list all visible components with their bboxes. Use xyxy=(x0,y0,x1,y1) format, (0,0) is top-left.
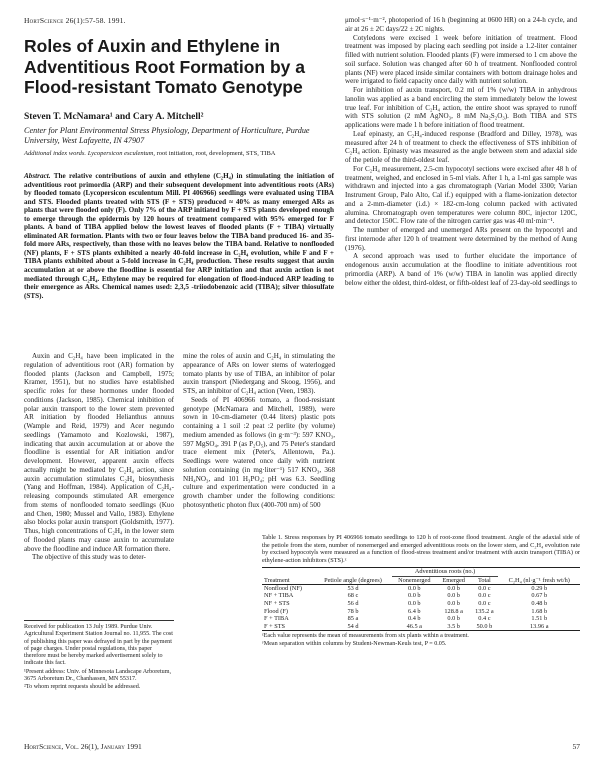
running-foot xyxy=(24,742,580,751)
table-1 xyxy=(262,534,580,648)
cell-angle: 85 a xyxy=(347,615,359,623)
cell-total: 0.0 c xyxy=(478,584,491,592)
footnote-received: Received for publication 13 July 1989. Purdue Univ. Agricultural Experiment Station Journal no. 11,955. The cost of publishing this paper was defrayed in part by the payment of page charges. Under postal regulations, this paper therefore must be hereby marked advertisement solely to indicate this fact. xyxy=(24,624,173,667)
cell-angle: 54 d xyxy=(347,622,359,630)
paragraph: A second approach was used to further elucidate the importance of endogenous auxin accumulation at the floodline to initiate adventitious root primordia (ARP). A band of 1% (w/w) TIBA in lanolin was applied directly below either the oldest, third-oldest, or fifth-oldest leaf of 23-day-old seedlings to xyxy=(345,252,577,287)
authors: Steven T. McNamara¹ and Cary A. Mitchell² xyxy=(24,112,204,122)
col-header-emerged: Emerged xyxy=(442,576,465,584)
col-header-treatment: Treatment xyxy=(264,576,290,584)
cell-emerged: 128.8 a xyxy=(444,607,463,615)
table-row xyxy=(262,600,580,608)
cell-nonemerged: 0.0 b xyxy=(407,592,421,600)
index-words-label: Additional index words. xyxy=(24,150,87,157)
data-table xyxy=(262,567,580,631)
affiliation: Center for Plant Environmental Stress Physiology, Department of Horticulture, Purdue University, West Lafayette, IN 47907 xyxy=(24,126,310,145)
paragraph: The objective of this study was to deter- xyxy=(32,553,146,562)
col-header-ar-group: Adventitious roots (no.) xyxy=(392,568,499,576)
table-row xyxy=(262,592,580,600)
footnote-reprints: ²To whom reprint requests should be addressed. xyxy=(24,684,141,691)
paragraph: μmol·s⁻¹·m⁻², photoperiod of 16 h (beginning at 0600 HR) on a 24-h cycle, and air at 26 ± 2C days/22 ± 2C nights. xyxy=(345,16,577,33)
cell-total: 0.4 c xyxy=(478,615,491,623)
journal-issue: HortScience, Vol. 26(1), January 1991 xyxy=(24,742,142,751)
cell-emerged: 0.0 b xyxy=(447,615,460,623)
cell-nonemerged: 0.0 b xyxy=(407,599,421,607)
abstract-text: The relative contributions of auxin and ethylene (C₂H₄) in stimulating the initiation of adventitious root primordia (ARP) and their subsequent development into adventitious roots (ARs) by flooded tomato (Lycopersicon esculentum Mill. PI 406966) seedlings were evaluated using TIBA and STS. Flooded plants treated with STS (F + STS) produced ≈ 40% as many emerged ARs as plants that were flooded only (F). Only 7% of the ARP initiated by F + STS plants developed enough to emerge through the epidermis by 120 hours of treatment compared with 95% emerged for F plants. A band of TIBA applied below the lowest leaves of flooded plants (F + TIBA) virtually eliminated AR formation. Plants with two or four leaves below the TIBA band produced 16- and 35-fold more ARs, respectively, than those with no leaves below the TIBA band. Relative to nonflooded (NF) plants, F + STS plants exhibited a nearly 40-fold increase in C₂H₄ evolution, while F and F + TIBA plants exhibited about a 5-fold increase in C₂H₄ production. These results suggest that auxin accumulation at or above the floodline is essential for ARP initiation and that auxin action is not mediated through C₂H₄. Ethylene may be required for elongation of flood-induced ARP leading to their emergence as ARs. Chemical names used: 2,3,5 -triiodobenzoic acid (TIBA); silver thiosulfate (STS). xyxy=(24,172,335,300)
table-row xyxy=(262,623,580,631)
col-header-angle: Petiole angle (degrees) xyxy=(324,576,382,584)
table-note: ʸMean separation within columns by Student-Newman-Keuls test, P = 0.05. xyxy=(262,640,447,647)
abstract-label: Abstract. xyxy=(24,172,51,180)
body-column-right xyxy=(345,16,577,287)
index-words-list: root initiation, root, development, STS, TIBA xyxy=(156,150,276,157)
cell-treatment: NF + STS xyxy=(264,599,290,607)
col-header-ethylene: C₂H₄ (nl·g⁻¹ fresh wt/h) xyxy=(508,576,570,584)
cell-ethylene: 0.48 b xyxy=(531,599,548,607)
body-column-left xyxy=(24,352,174,562)
cell-emerged: 0.0 b xyxy=(447,584,460,592)
cell-total: 0.0 c xyxy=(478,592,491,600)
cell-ethylene: 0.29 b xyxy=(531,584,548,592)
cell-emerged: 0.0 b xyxy=(447,599,460,607)
paragraph: Auxin and C₂H₄ have been implicated in the regulation of adventitious root (AR) formation by flooded plants (Jackson and Campbell, 1975; Kramer, 1951), but no studies have established specific roles for these hormones under flooded conditions (Jackson, 1985). Chemical inhibition of polar auxin transport to the lower stem prevented AR initiation by flooded Helianthus annuus (Wample and Reid, 1979) and Acer negundo seedlings (Yamamoto and Kozlowski, 1987), indicating that auxin accumulation at or above the floodline is essential for AR initiation and/or development. However, apparent auxin effects actually might be mediated by C₂H₄ action, since auxin accumulation stimulates C₂H₄ biosynthesis (Yang and Hoffman, 1984). Application of C₂H₄-releasing compounds stimulated AR emergence from stems of nonflooded tomato seedlings (Kuo and Chen, 1980; Mussel and Vallo, 1983). Ethylene also blocks polar auxin transport (Goldsmith, 1977). Thus, high concentrations of C₂H₄ in the lower stem of flooded plants may cause auxin to accumulate above the floodline and induce AR formation there. xyxy=(24,352,174,553)
cell-emerged: 3.5 b xyxy=(447,622,460,630)
body-column-middle xyxy=(183,352,335,510)
cell-nonemerged: 0.0 b xyxy=(407,584,421,592)
paragraph: mine the roles of auxin and C₂H₄ in stimulating the appearance of ARs on lower stems of waterlogged tomato plants by use of TIBA, an inhibitor of polar auxin transport (Niedergang and Skoog, 1956), and STS, an inhibitor of C₂H₄ action (Veen, 1983). xyxy=(183,352,335,395)
cell-ethylene: 1.68 b xyxy=(531,607,548,615)
abstract xyxy=(24,172,334,300)
table-notes xyxy=(262,633,580,648)
cell-treatment: F + STS xyxy=(264,622,286,630)
paragraph: Cotyledons were excised 1 week before initiation of treatment. Flood treatment was imposed by placing each seedling pot inside a 1.2-liter container filled with nutrient solution. Flooded plants (F) were immersed to 1 cm above the soil surface. Solution was changed after 60 h of treatment. Nonflooded control plants (NF) were placed inside similar containers with bottom drainage holes and were irrigated to field capacity once daily with nutrient solution. xyxy=(345,33,577,86)
cell-treatment: Nonflood (NF) xyxy=(264,584,302,592)
cell-emerged: 0.0 b xyxy=(447,592,460,600)
footnotes xyxy=(24,620,174,693)
table-row xyxy=(262,608,580,616)
cell-nonemerged: 46.5 a xyxy=(406,622,422,630)
cell-total: 50.0 b xyxy=(476,622,493,630)
cell-angle: 56 d xyxy=(347,599,359,607)
running-head: HortScience 26(1):57-58. 1991. xyxy=(24,16,126,25)
cell-angle: 53 d xyxy=(347,584,359,592)
table-note: ᶻEach value represents the mean of measurements from six plants within a treatment. xyxy=(262,633,469,640)
cell-angle: 78 b xyxy=(347,607,359,615)
table-row xyxy=(262,615,580,623)
paragraph: For inhibition of auxin transport, 0.2 ml of 1% (w/w) TIBA in anhydrous lanolin was applied as a band encircling the stem immediately below the lowest true leaf. For inhibition of C₂H₄ action, the entire shoot was sprayed to runoff with STS solution (2 mM AgNO₃, 8 mM Na₂S₂O₃). Both TIBA and STS applications were made 1 h before initiation of flood treatment. xyxy=(345,86,577,129)
paragraph: The number of emerged and unemerged ARs present on the hypocotyl and first internode after 120 h of treatment were determined by the method of Aung (1976). xyxy=(345,226,577,252)
paragraph: Leaf epinasty, an C₂H₄-induced response (Bradford and Dilley, 1978), was measured after 24 h of treatment to check the effectiveness of STS inhibition of C₂H₄ action. Epinasty was measured as the angle between stem and adaxial side of the petiole of the third-oldest leaf. xyxy=(345,129,577,164)
index-words-species: Lycopersicon esculentum, xyxy=(87,150,156,157)
cell-angle: 68 c xyxy=(347,592,359,600)
cell-treatment: F + TIBA xyxy=(264,615,289,623)
cell-total: 0.0 c xyxy=(478,599,491,607)
article-title: Roles of Auxin and Ethylene in Adventitious Root Formation by a Flood-resistant Tomato Genotype xyxy=(24,36,305,97)
footnote-address: ¹Present address: Univ. of Minnesota Landscape Arboretum, 3675 Arboretum Dr., Chanhassen, MN 55317. xyxy=(24,668,171,683)
cell-total: 135.2 a xyxy=(475,607,494,615)
index-words xyxy=(24,150,334,158)
cell-treatment: Flood (F) xyxy=(264,607,288,615)
cell-ethylene: 1.51 b xyxy=(531,615,548,623)
page-number: 57 xyxy=(572,742,580,751)
col-header-total: Total xyxy=(477,576,491,584)
paragraph: Seeds of PI 406966 tomato, a flood-resistant genotype (McNamara and Mitchell, 1989), were sown in 10-cm-diameter (0.44 liters) plastic pots containing a 1 soil :2 peat :2 perlite (by volume) medium amended as follows (in g·m⁻³): 597 KNO₃, 597 MgSO₄, 391 P (as P₂O₅), and 75 Peter's standard trace element mix (Peter's, Allentown, Pa.). Seedlings were watered once daily with nutrient solution containing (in mg·liter⁻¹) 517 KNO₃, 368 NH₄NO₃, and 101 H₃PO₄; pH was 6.3. Seedling culture and experimentation were conducted in a growth chamber under the following conditions: photosynthetic photon flux (400-700 nm) of 500 xyxy=(183,395,335,509)
cell-ethylene: 13.96 a xyxy=(529,622,549,630)
table-caption: Table 1. Stress responses by PI 406966 tomato seedlings to 120 h of root-zone flood treatment. Angle of the adaxial side of the petiole from the stem, number of nonemerged and emerged adventitious roots on the lower stem, and C₂H₄ evolution rate by excised hypocotyls were measured as a function of flood-stress treatment and/or treatment with auxin transport (TIBA) or ethylene-action inhibitors (STS).ᶻ xyxy=(262,534,580,564)
cell-ethylene: 0.67 b xyxy=(531,592,548,600)
table-row xyxy=(262,584,580,592)
col-header-nonemerged: Nonemerged xyxy=(398,576,431,584)
cell-treatment: NF + TIBA xyxy=(264,592,294,600)
paragraph: For C₂H₄ measurement, 2.5-cm hypocotyl sections were excised after 48 h of treatment, weighed, and enclosed in 5-ml vials. After 1 h, a 1-ml gas sample was withdrawn and injected into a gas chromatograph (Varian Model 3300; Varian Instrument Group, Palo Alto, Cal if.) equipped with a flame-ionization detector and a 2-mm-diameter (i.d.) × 182-cm-long column packed with activated alumina. Chromatograph oven temperatures were column 80C, injector 120C, and detector 150C. Flow rate of the nitrogen carrier gas was 40 ml·min⁻¹. xyxy=(345,164,577,226)
cell-nonemerged: 6.4 b xyxy=(407,607,421,615)
cell-nonemerged: 0.4 b xyxy=(407,615,421,623)
